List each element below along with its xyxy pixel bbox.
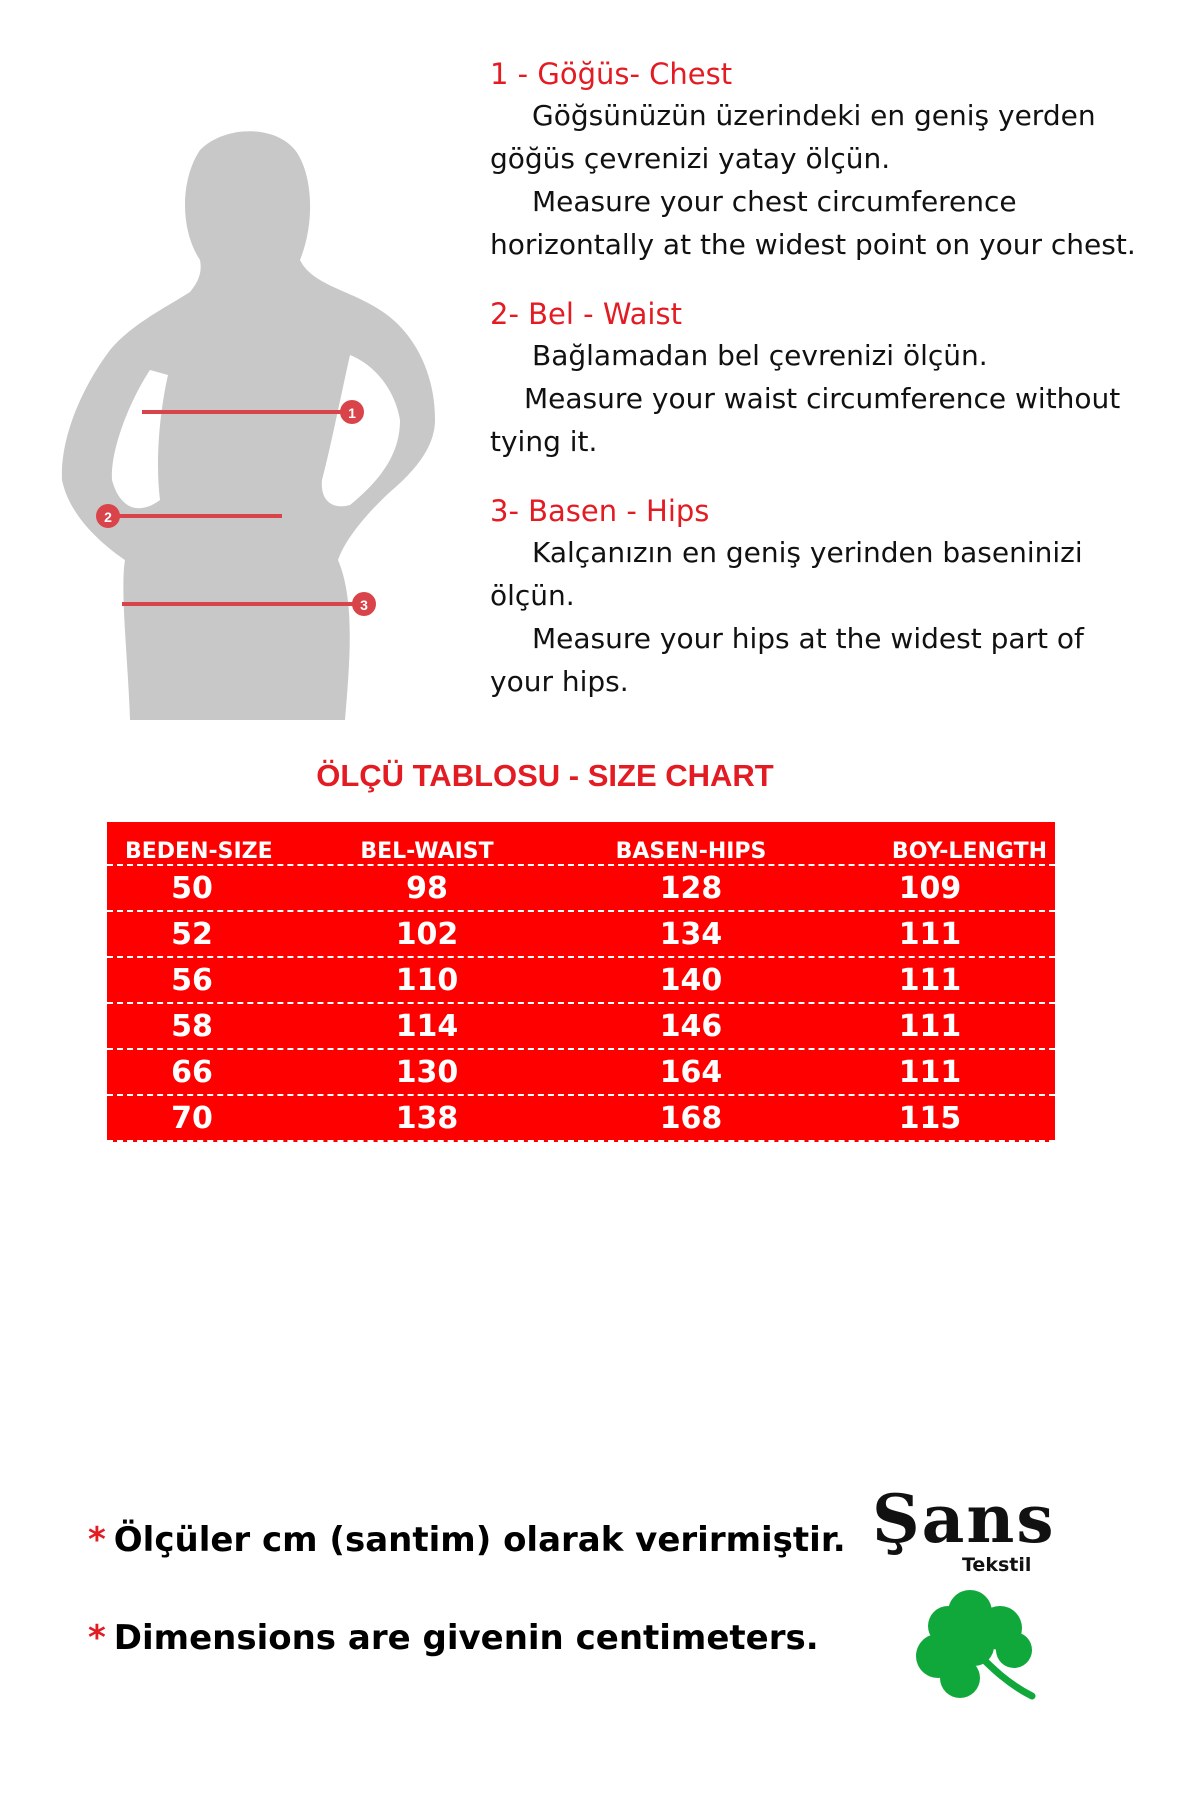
chest-text-tr-1: Göğsünüzün üzerindeki en geniş yerden [532,99,1096,132]
size-cell: 50 [171,870,213,906]
size-chart-header-row [107,822,1055,866]
hips-cell: 146 [659,1008,723,1044]
size-cell: 56 [171,962,213,998]
size-cell: 52 [171,916,213,952]
hips-cell: 128 [659,870,723,906]
waist-cell: 98 [406,870,448,906]
measurement-instructions [490,54,1180,731]
waist-text-en-2: tying it. [490,425,598,458]
waist-cell: 102 [395,916,459,952]
hips-text-tr-1: Kalçanızın en geniş yerinden baseninizi [532,536,1083,569]
length-cell: 111 [898,1008,962,1044]
size-chart-table [107,822,1055,1142]
length-cell: 111 [898,1054,962,1090]
hips-marker-label: 3 [360,597,368,613]
note-units-en-text: Dimensions are givenin centimeters. [113,1618,819,1658]
header-hips: BASEN-HIPS [615,839,767,864]
waist-cell: 114 [395,1008,459,1044]
brand-logo [870,1480,1070,1710]
hips-instructions [490,491,1180,703]
hips-text-en-1: Measure your hips at the widest part of [532,622,1084,655]
table-row [107,1096,1055,1142]
header-size: BEDEN-SIZE [125,839,273,864]
length-cell: 111 [898,962,962,998]
length-cell: 115 [898,1100,962,1136]
note-units-en [88,1618,819,1658]
table-row [107,912,1055,958]
brand-name: Şans [872,1480,1056,1558]
hips-cell: 168 [659,1100,723,1136]
hips-cell: 134 [659,916,723,952]
chest-text-en-1: Measure your chest circumference [532,185,1017,218]
waist-instructions [490,294,1180,463]
hips-cell: 140 [659,962,723,998]
chest-marker-label: 1 [348,405,356,421]
hips-text-en-2: your hips. [490,665,629,698]
table-row [107,1004,1055,1050]
note-units-tr [88,1520,846,1560]
waist-cell: 138 [395,1100,459,1136]
size-cell: 66 [171,1054,213,1090]
asterisk-icon: * [88,1520,106,1560]
body-measurement-figure [50,120,450,720]
table-row [107,866,1055,912]
table-row [107,1050,1055,1096]
length-cell: 111 [898,916,962,952]
waist-title: 2- Bel - Waist [490,297,682,331]
size-cell: 70 [171,1100,213,1136]
header-waist: BEL-WAIST [360,839,494,864]
size-chart-title: ÖLÇÜ TABLOSU - SIZE CHART [316,758,774,793]
waist-marker-label: 2 [104,509,112,525]
waist-text-tr-1: Bağlamadan bel çevrenizi ölçün. [532,339,988,372]
chest-instructions [490,54,1180,266]
chest-text-en-2: horizontally at the widest point on your chest. [490,228,1136,261]
clover-icon [908,1584,1048,1712]
chest-text-tr-2: göğüs çevrenizi yatay ölçün. [490,142,891,175]
header-length: BOY-LENGTH [891,839,1047,864]
waist-cell: 110 [395,962,459,998]
brand-subtitle: Tekstil [962,1554,1032,1576]
asterisk-icon: * [88,1618,106,1658]
chest-title: 1 - Göğüs- Chest [490,57,733,91]
length-cell: 109 [898,870,962,906]
note-units-tr-text: Ölçüler cm (santim) olarak verirmiştir. [113,1520,846,1560]
hips-title: 3- Basen - Hips [490,494,710,528]
waist-cell: 130 [395,1054,459,1090]
waist-text-en-1: Measure your waist circumference without [524,382,1121,415]
hips-cell: 164 [659,1054,723,1090]
table-row [107,958,1055,1004]
size-cell: 58 [171,1008,213,1044]
silhouette-illustration [50,120,450,720]
hips-text-tr-2: ölçün. [490,579,575,612]
